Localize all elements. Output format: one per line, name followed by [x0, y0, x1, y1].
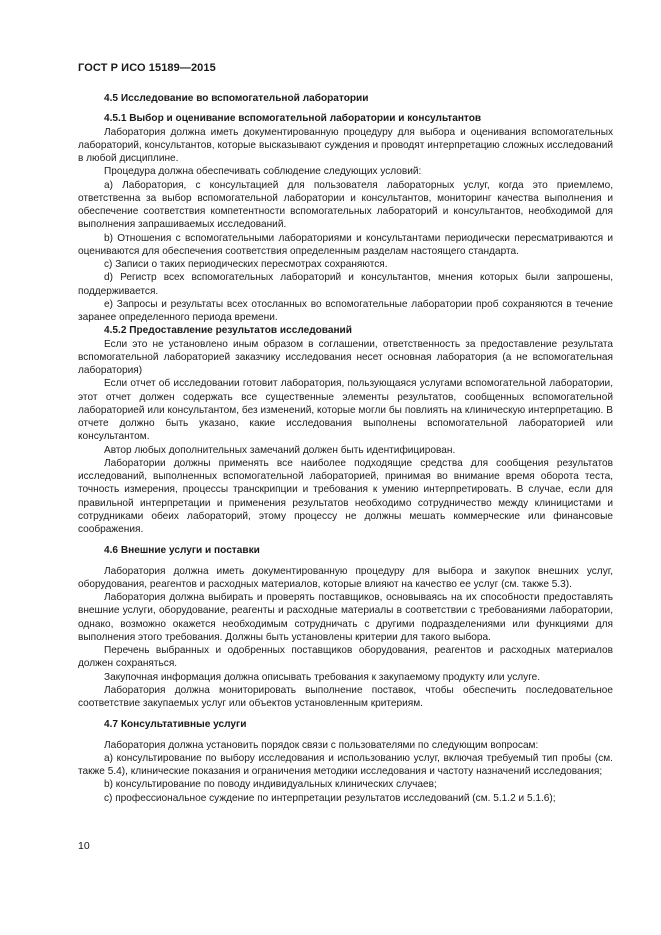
paragraph: Лаборатория должна выбирать и проверять поставщиков, основываясь на их способности предоставлять внешние услуги, оборудование, реагенты и расходные материалы в соответствии с требованиями лаборатории, однако, возможно окажется необходимым сотрудничать с другими подразделениями или функциями для выполнения этого требования. Должны быть установлены критерии для такого выбора.: [78, 592, 613, 643]
list-item-a: а) консультирование по выбору исследования и использованию услуг, включая требуемый тип пробы (см. также 5.4), клинические показания и ограничения методики исследования и частоту назначений исследования;: [78, 752, 613, 777]
paragraph: Лаборатория должна иметь документированную процедуру для выбора и закупок внешних услуг, оборудования, реагентов и расходных материалов, которые влияют на качество ее услуг (см. также 5.3).: [78, 565, 613, 590]
paragraph: Лаборатория должна установить порядок связи с пользователями по следующим вопросам:: [104, 739, 539, 751]
paragraph: Лаборатории должны применять все наиболее подходящие средства для сообщения результатов исследований, выполненных вспомогательной лабораторией, принимая во внимание время оборота теста, точность измерения, процессы транскрипции и требования к умению интерпретировать. В случае, если для правильной интерпретации и применения результатов необходимо сотрудничество между клиницистами и сотрудниками обеих лабораторий, этому процессу не должны мешать коммерческие или финансовые соображения.: [78, 457, 613, 535]
subsection-4-5-1-title: 4.5.1 Выбор и оценивание вспомогательной лаборатории и консультантов: [104, 113, 482, 125]
list-item-a: а) Лаборатория, с консультацией для пользователя лабораторных услуг, когда это приемлемо, ответственна за выбор вспомогательной лаборатории и консультантов, мониторинг качества выполнения и обеспечение соответствия компетентности вспомогательных лабораторий и консультантов, необходимой для выполнения запрашиваемых исследований.: [78, 179, 613, 231]
list-item-d: d) Регистр всех вспомогательных лабораторий и консультантов, мнения которых были запрошены, поддерживается.: [78, 272, 613, 297]
paragraph: Автор любых дополнительных замечаний должен быть идентифицирован.: [104, 444, 456, 456]
section-4-5-title: 4.5 Исследование во вспомогательной лаборатории: [104, 93, 369, 104]
document-body: [78, 92, 613, 805]
standard-header: ГОСТ Р ИСО 15189—2015: [78, 62, 216, 74]
paragraph: Закупочная информация должна описывать требования к закупаемому продукту или услуге.: [104, 671, 541, 683]
paragraph: Процедура должна обеспечивать соблюдение следующих условий:: [104, 166, 422, 178]
subsection-4-5-2-title: 4.5.2 Предоставление результатов исследований: [104, 325, 352, 337]
section-4-6-title: 4.6 Внешние услуги и поставки: [104, 545, 260, 557]
list-item-b: b) консультирование по поводу индивидуальных клинических случаев;: [104, 779, 437, 791]
list-item-c: c) Записи о таких периодических пересмотрах сохраняются.: [104, 259, 388, 270]
paragraph: Если это не установлено иным образом в соглашении, ответственность за предоставление результата вспомогательной лабораторией заказчику исследования несет основная лаборатория (а не вспомогательная лаборатория): [78, 338, 613, 376]
paragraph: Лаборатория должна мониторировать выполнение поставок, чтобы обеспечить последовательное соответствие закупаемых услуг или объектов установленным критериям.: [78, 684, 613, 709]
paragraph: Лаборатория должна иметь документированную процедуру для выбора и оценивания вспомогательных лабораторий, консультантов, которые высказывают суждения и проводят интерпретацию сложных исследований в любой дисциплине.: [78, 126, 613, 164]
section-4-7-title: 4.7 Консультативные услуги: [104, 719, 247, 731]
paragraph: Если отчет об исследовании готовит лаборатория, пользующаяся услугами вспомогательной лаборатории, этот отчет должен содержать все существенные элементы результатов, сообщенных вспомогательной лабораторией или консультантом, без изменений, которые могли бы повлиять на клиническую интерпретацию. В отчете должно быть указано, какие исследования выполнены вспомогательной лабораторией или консультантом.: [78, 378, 613, 443]
list-item-e: e) Запросы и результаты всех отосланных во вспомогательные лаборатории проб сохраняются в течение заранее определенного периода времени.: [78, 298, 613, 323]
list-item-c: c) профессиональное суждение по интерпретации результатов исследований (см. 5.1.2 и 5.1.6);: [104, 792, 556, 804]
page-number: 10: [78, 840, 90, 852]
list-item-b: b) Отношения с вспомогательными лабораториями и консультантами периодически пересматриваются и оцениваются для обеспечения соответствия определенным разделам настоящего стандарта.: [78, 232, 613, 257]
paragraph: Перечень выбранных и одобренных поставщиков оборудования, реагентов и расходных материалов должен сохраняться.: [78, 645, 613, 670]
